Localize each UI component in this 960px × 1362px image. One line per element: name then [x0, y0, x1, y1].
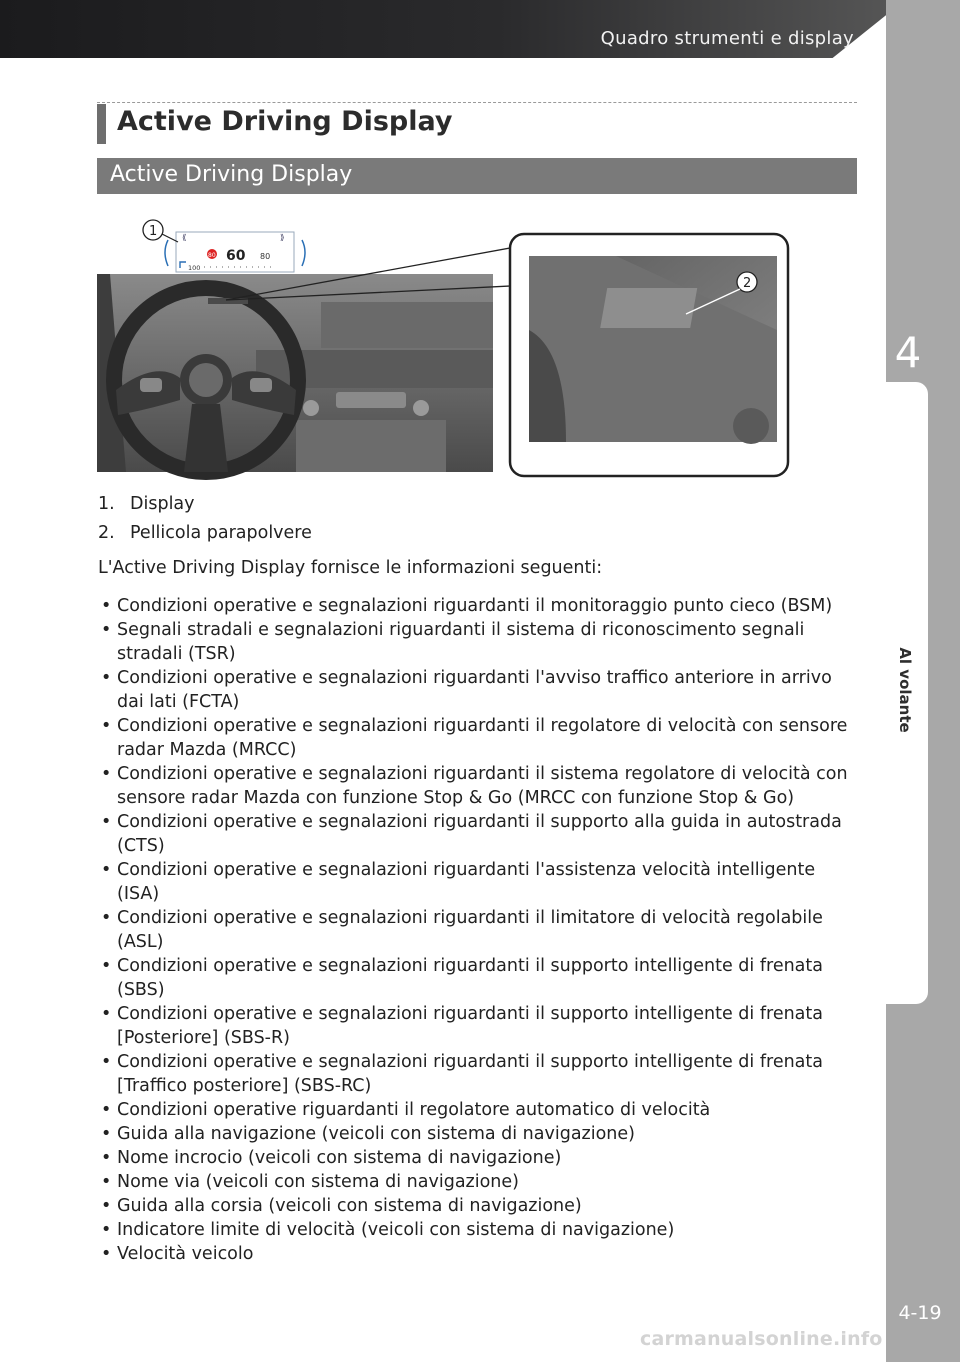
list-item: • Condizioni operative e segnalazioni riguardanti il supporto intelligente di frenata [Traffico posteriore] (SBS-RC)	[100, 1050, 858, 1098]
legend-num: 1.	[98, 494, 115, 514]
legend-text: Display	[130, 494, 195, 514]
list-item: • Guida alla navigazione (veicoli con sistema di navigazione)	[100, 1122, 858, 1146]
list-item: • Condizioni operative e segnalazioni riguardanti il supporto intelligente di frenata [Posteriore] (SBS-R)	[100, 1002, 858, 1050]
list-item: • Indicatore limite di velocità (veicoli con sistema di navigazione)	[100, 1218, 858, 1242]
legend-item	[98, 519, 312, 548]
svg-text:⟫: ⟫	[280, 233, 285, 242]
page-number: 4-19	[898, 1302, 942, 1324]
head-up-display	[165, 232, 305, 272]
legend-num: 2.	[98, 523, 115, 543]
dust-cover-film	[600, 288, 697, 328]
heading-divider	[97, 102, 857, 103]
list-item: • Velocità veicolo	[100, 1242, 858, 1266]
sub-heading-band	[97, 158, 857, 194]
list-item: • Condizioni operative e segnalazioni riguardanti l'avviso traffico anteriore in arrivo dai lati (FCTA)	[100, 666, 858, 714]
list-item: • Condizioni operative e segnalazioni riguardanti il sistema regolatore di velocità con sensore radar Mazda con funzione Stop & Go (MRCC con funzione Stop & Go)	[100, 762, 858, 810]
list-item: • Condizioni operative e segnalazioni riguardanti il supporto alla guida in autostrada (CTS)	[100, 810, 858, 858]
list-item: • Nome via (veicoli con sistema di navigazione)	[100, 1170, 858, 1194]
list-item: • Nome incrocio (veicoli con sistema di navigazione)	[100, 1146, 858, 1170]
intro-paragraph: L'Active Driving Display fornisce le informazioni seguenti:	[98, 558, 603, 578]
interior-photo	[97, 274, 493, 472]
callout-1-label: 1	[149, 224, 158, 239]
display-distance-text: 100	[188, 264, 201, 272]
info-list	[100, 594, 858, 1266]
list-item: • Condizioni operative e segnalazioni riguardanti il regolatore di velocità con sensore radar Mazda (MRCC)	[100, 714, 858, 762]
callout-2-label: 2	[743, 276, 752, 291]
dashboard-illustration	[96, 210, 796, 482]
heading-accent-bar	[97, 104, 106, 144]
sub-heading-text: Active Driving Display	[110, 162, 353, 187]
inset-dustcover-photo	[510, 234, 788, 476]
main-heading-text: Active Driving Display	[117, 106, 453, 137]
list-item: • Condizioni operative e segnalazioni riguardanti il supporto intelligente di frenata (SBS)	[100, 954, 858, 1002]
main-heading	[97, 104, 857, 144]
section-title: Quadro strumenti e display	[600, 28, 854, 49]
legend-item	[98, 490, 312, 519]
list-item: • Guida alla corsia (veicoli con sistema di navigazione)	[100, 1194, 858, 1218]
sign-limit-text: 80	[208, 252, 216, 259]
list-item: • Condizioni operative e segnalazioni riguardanti il monitoraggio punto cieco (BSM)	[100, 594, 858, 618]
list-item: • Segnali stradali e segnalazioni riguardanti il sistema di riconoscimento segnali stradali (TSR)	[100, 618, 858, 666]
chapter-label: Al volante	[896, 647, 914, 733]
list-item: • Condizioni operative e segnalazioni riguardanti il limitatore di velocità regolabile (ASL)	[100, 906, 858, 954]
list-item: • Condizioni operative e segnalazioni riguardanti l'assistenza velocità intelligente (ISA)	[100, 858, 858, 906]
display-set-speed-text: 80	[260, 252, 271, 261]
list-item: • Condizioni operative riguardanti il regolatore automatico di velocità	[100, 1098, 858, 1122]
svg-text:⟪: ⟪	[182, 233, 187, 242]
display-speed-text: 60	[226, 248, 246, 264]
figure-legend	[98, 490, 312, 548]
chapter-number: 4	[894, 328, 922, 377]
watermark: carmanualsonline.info	[640, 1328, 883, 1350]
legend-text: Pellicola parapolvere	[130, 523, 312, 543]
dashboard-figure-svg	[96, 210, 796, 482]
